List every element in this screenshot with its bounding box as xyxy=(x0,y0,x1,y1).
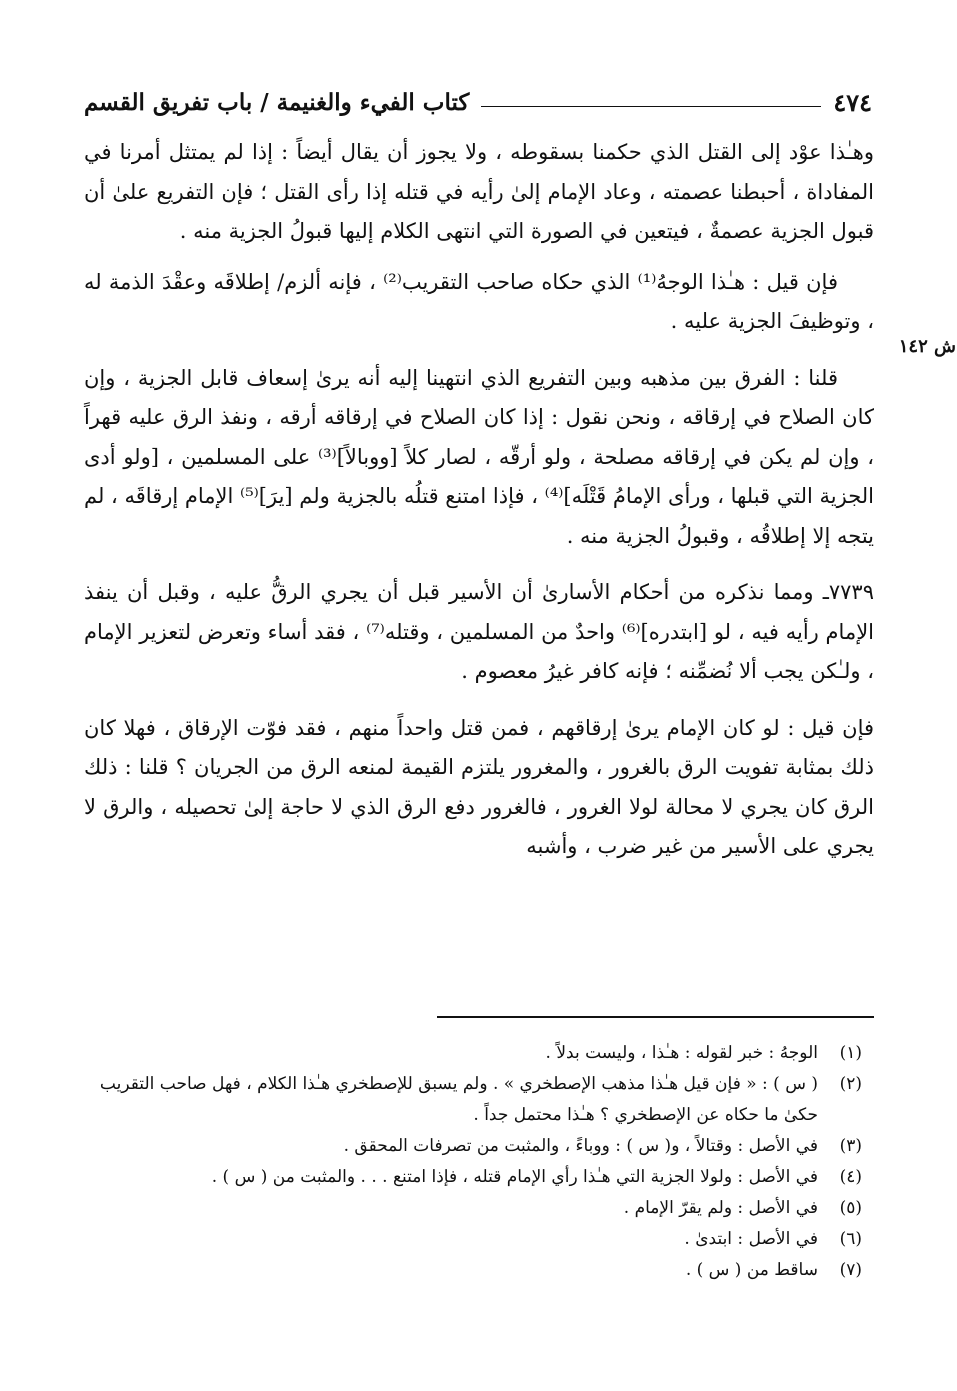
footnote-number: (٣) xyxy=(839,1136,862,1156)
paragraph-5: فإن قيل : لو كان الإمام يرىٰ إرقاقهم ، فمن قتل واحداً منهم ، فقد فوّت الإرقاق ، فهلا كان ذلك بمثابة تفويت الرق بالغرور ، والمغرور يلتزم القيمة لمنعه الرق من الجريان ؟ قلنا : ذلك الرق كان يجري لا محالة لولا الغرور ، فالغرور دفع الرق الذي لا حاجة إلىٰ تحصيله ، والرق لا يجري على الأسير من غير ضرب ، وأشبه xyxy=(84,715,874,858)
running-header xyxy=(84,82,872,122)
footnote-text: ( س ) : « فإن قيل هـٰذا مذهب الإصطخري » . ولم يسبق للإصطخري هـٰذا الكلام ، فهل صاحب التقريب حكىٰ ما حكاه عن الإصطخري ؟ هـٰذا محتمل جداً . xyxy=(99,1074,818,1125)
header-rule xyxy=(481,106,821,107)
footnote-number: (١) xyxy=(839,1043,862,1063)
footnote xyxy=(84,1131,862,1162)
footnote-text: ساقط من ( س ) . xyxy=(685,1260,818,1280)
footnote-number: (٢) xyxy=(839,1074,862,1094)
footnote-text: في الأصل : ولولا الجزية التي هـٰذا رأي الإمام قتله ، فإذا امتنع . . . والمثبت من ( س ) . xyxy=(211,1167,818,1187)
footnotes xyxy=(84,1038,862,1286)
margin-page-reference: ش ١٤٢ xyxy=(898,336,956,357)
footnote-number: (٦) xyxy=(839,1229,862,1249)
paragraph-3 xyxy=(84,359,874,557)
footnote-number: (٥) xyxy=(839,1198,862,1218)
footnote-number: (٧) xyxy=(839,1260,862,1280)
footnote-text: الوجهُ : خبر لقوله : هـٰذا ، وليست بدلاً . xyxy=(545,1043,818,1063)
footnote-separator xyxy=(437,1016,874,1018)
paragraph-3-text: قلنا : الفرق بين مذهبه وبين التفريع الذي انتهينا إليه أنه يرىٰ إسعاف قابل الجزية ، وإن كان الصلاح في إرقاقه ، ونحن نقول : إذا كان الصلاح في إرقاقه أرقه ، ونفذ الرق عليه قهراً ، وإن لم يكن في إرقاقه مصلحة ، ولو أرقّه ، لصار كلاً [ووبالاً]⁽³⁾ على المسلمين ، [ولو أدى الجزية التي قبلها ، ورأى الإمامُ قَتْلَه]⁽⁴⁾ ، فإذا امتنع قتلُه بالجزية ولم [يرَ]⁽⁵⁾ الإمام إرقاقَه ، لم يتجه إلا إطلاقُه ، وقبولُ الجزية منه . xyxy=(84,365,874,548)
footnote-text: في الأصل : ابتدىٰ . xyxy=(684,1229,818,1249)
footnote xyxy=(84,1038,862,1069)
paragraph-4: ٧٧٣٩ـ ومما نذكره من أحكام الأسارىٰ أن الأسير قبل أن يجري الرقُّ عليه ، وقبل أن ينفذ الإمام رأيه فيه ، لو [ابتدره]⁽⁶⁾ واحدٌ من المسلمين ، وقتله⁽⁷⁾ ، فقد أساء وتعرض لتعزير الإمام ، ولـٰكن يجب ألا نُضمِّنه ؛ فإنه كافر غيرُ معصوم . xyxy=(84,580,875,683)
footnote xyxy=(84,1069,862,1131)
main-text xyxy=(84,133,874,867)
footnote-text: في الأصل : وقتالاً ، و( س ) : ووباءً ، والمثبت من تصرفات المحقق . xyxy=(343,1136,818,1156)
footnote xyxy=(84,1193,862,1224)
footnote-text: في الأصل : ولم يقرّ الإمام . xyxy=(623,1198,818,1218)
footnote xyxy=(84,1162,862,1193)
footnote-number: (٤) xyxy=(839,1167,862,1187)
page-number: ٤٧٤ xyxy=(833,87,872,117)
paragraph-2 xyxy=(84,263,874,342)
paragraph-1: وهـٰذا عوْد إلى القتل الذي حكمنا بسقوطه ، ولا يجوز أن يقال أيضاً : إذا لم يمتثل أمرنا في المفاداة ، أحبطنا عصمته ، وعاد الإمام إلىٰ رأيه في قتله إذا رأى القتل ؛ فإن التفريع علىٰ أن قبول الجزية عصمةٌ ، فيتعين في الصورة التي انتهى الكلام إليها قبولُ الجزية منه . xyxy=(84,140,874,243)
footnote xyxy=(84,1255,862,1286)
header-title: كتاب الفيء والغنيمة / باب تفريق القسم xyxy=(84,88,470,116)
footnote xyxy=(84,1224,862,1255)
paragraph-2-text: فإن قيل : هـٰذا الوجهُ⁽¹⁾ الذي حكاه صاحب التقريب⁽²⁾ ، فإنه ألزم/ إطلاقَه وعقْدَ الذمة له ، وتوظيفَ الجزية عليه . xyxy=(84,269,874,333)
